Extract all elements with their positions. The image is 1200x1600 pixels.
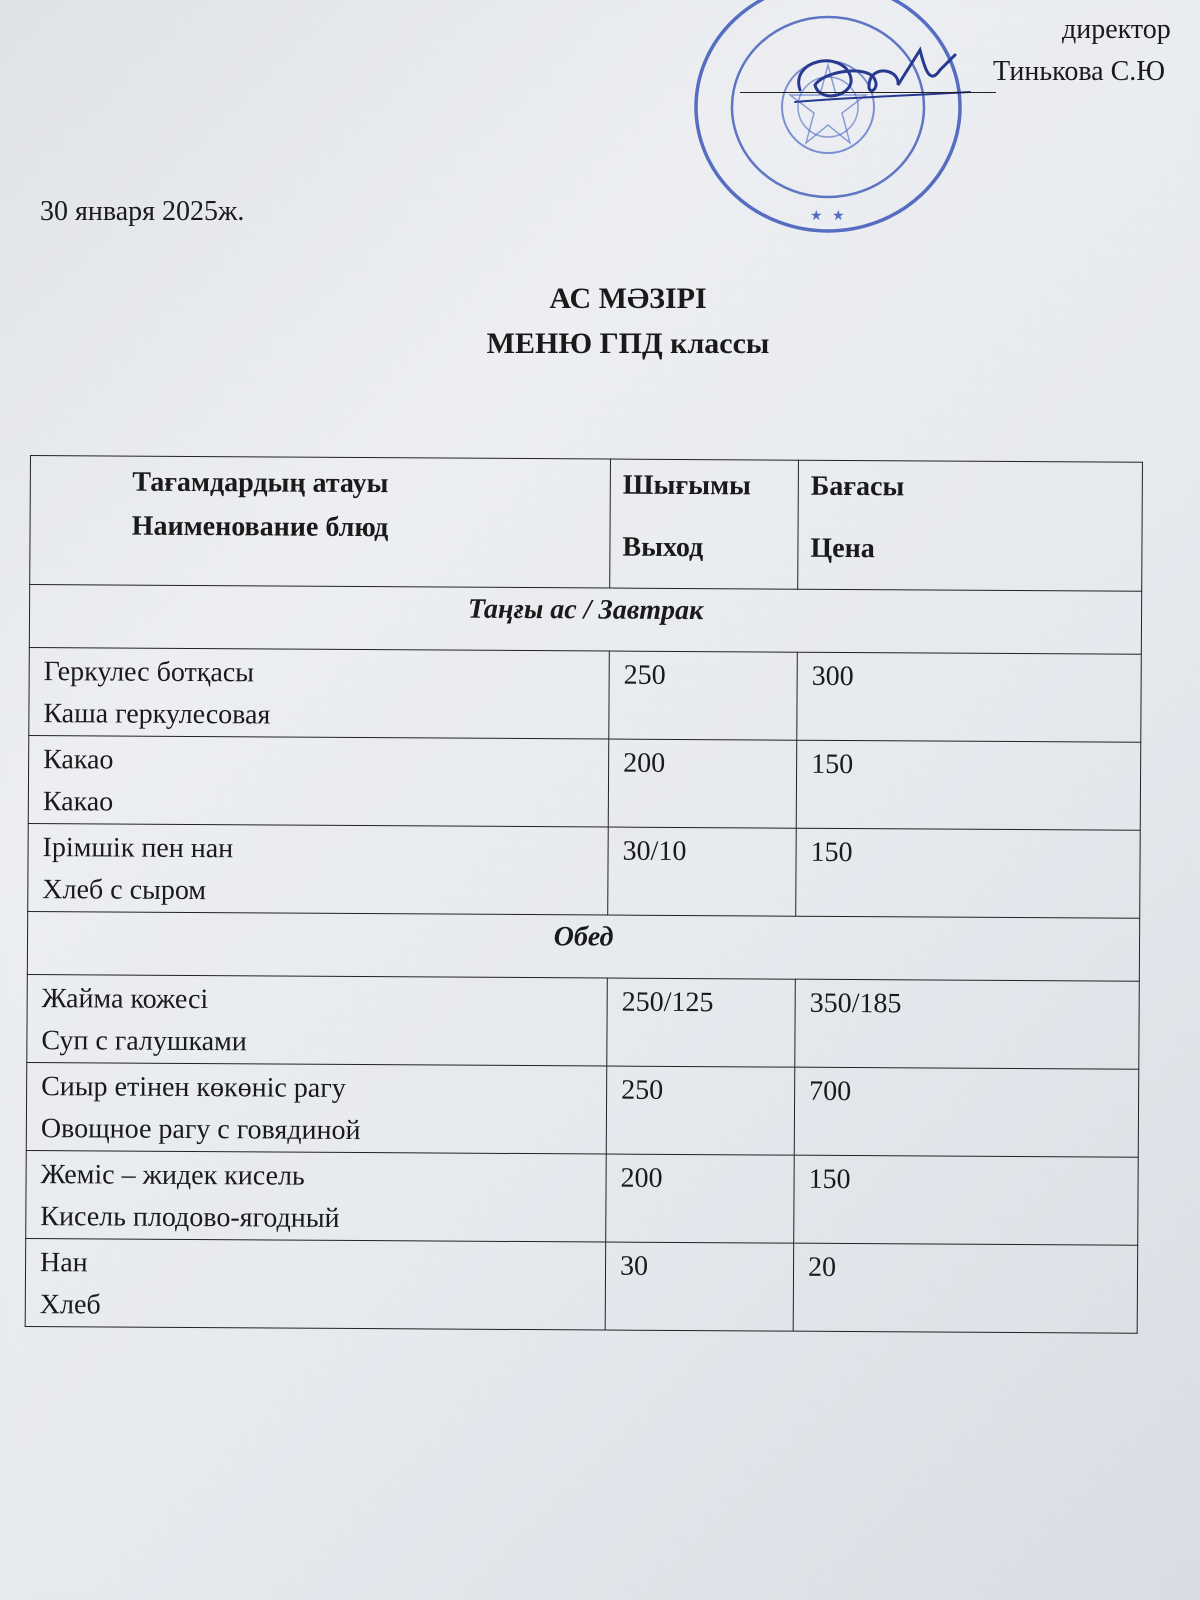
dish-output: 30 xyxy=(605,1242,794,1331)
dish-name-kz: Сиыр етінен көкөніс рагу xyxy=(41,1071,346,1104)
dish-price: 20 xyxy=(793,1243,1138,1333)
dish-name-ru: Суп с галушками xyxy=(41,1025,247,1058)
dish-name-ru: Какао xyxy=(42,786,114,818)
table-row xyxy=(27,974,1140,1069)
dish-name-kz: Жайма кожесі xyxy=(41,983,209,1016)
header-name-ru: Наименование блюд xyxy=(131,510,389,544)
approver-name: Тинькова С.Ю xyxy=(993,56,1166,87)
section-title: Обед xyxy=(27,911,1139,981)
section-row-lunch xyxy=(27,911,1139,981)
header-output-ru: Выход xyxy=(622,531,704,564)
menu-title-kz: АС МӘЗІРІ xyxy=(549,282,707,315)
dish-name-ru: Кисель плодово-ягодный xyxy=(40,1201,340,1234)
dish-price: 150 xyxy=(796,740,1141,830)
dish-name-cell xyxy=(25,1238,606,1330)
dish-name-kz: Ірімшік пен нан xyxy=(42,832,234,865)
menu-table xyxy=(25,455,1143,1334)
dish-name-kz: Какао xyxy=(43,744,114,776)
dish-price: 300 xyxy=(797,652,1142,742)
header-name-kz: Тағамдардың атауы xyxy=(132,466,389,500)
section-row-breakfast xyxy=(29,585,1141,655)
dish-price: 150 xyxy=(794,1155,1139,1245)
dish-name-kz: Жеміс – жидек кисель xyxy=(40,1159,305,1192)
section-title: Таңғы ас / Завтрак xyxy=(29,585,1141,655)
dish-name-cell xyxy=(29,647,610,739)
document-date: 30 января 2025ж. xyxy=(40,196,245,227)
dish-name-cell xyxy=(28,735,609,827)
header-dish-name xyxy=(30,456,611,589)
header-price-kz: Бағасы xyxy=(810,470,905,503)
signature-line xyxy=(740,92,996,93)
dish-output: 200 xyxy=(608,739,797,828)
dish-price: 350/185 xyxy=(795,979,1140,1069)
handwritten-signature xyxy=(780,30,980,120)
header-price xyxy=(798,460,1143,591)
dish-name-kz: Геркулес ботқасы xyxy=(43,656,255,689)
table-row xyxy=(28,735,1141,830)
dish-name-ru: Хлеб xyxy=(39,1289,101,1321)
header-price-ru: Цена xyxy=(810,532,875,565)
dish-output: 250/125 xyxy=(607,978,796,1067)
header-output xyxy=(610,459,799,589)
header-output-kz: Шығымы xyxy=(622,469,752,502)
svg-text:★: ★ xyxy=(810,209,823,224)
dish-output: 30/10 xyxy=(608,827,797,916)
dish-name-cell xyxy=(27,974,608,1066)
dish-name-ru: Овощное рагу с говядиной xyxy=(40,1113,361,1147)
dish-price: 700 xyxy=(794,1067,1139,1157)
dish-output: 250 xyxy=(609,651,798,740)
dish-output: 200 xyxy=(606,1154,795,1243)
table-row xyxy=(28,823,1141,918)
dish-output: 250 xyxy=(606,1066,795,1155)
dish-price: 150 xyxy=(796,828,1141,918)
menu-title-ru: МЕНЮ ГПД классы xyxy=(486,327,770,360)
dish-name-cell xyxy=(26,1062,607,1154)
svg-text:★: ★ xyxy=(832,209,845,224)
dish-name-ru: Каша геркулесовая xyxy=(43,698,271,731)
approver-title: директор xyxy=(1062,14,1171,45)
dish-name-kz: Нан xyxy=(39,1247,88,1279)
table-header-row xyxy=(30,456,1143,592)
dish-name-cell xyxy=(28,823,609,915)
table-row xyxy=(26,1062,1139,1157)
dish-name-ru: Хлеб с сыром xyxy=(42,874,207,907)
table-row xyxy=(29,647,1142,742)
table-row xyxy=(25,1238,1138,1333)
dish-name-cell xyxy=(26,1150,607,1242)
table-row xyxy=(26,1150,1139,1245)
